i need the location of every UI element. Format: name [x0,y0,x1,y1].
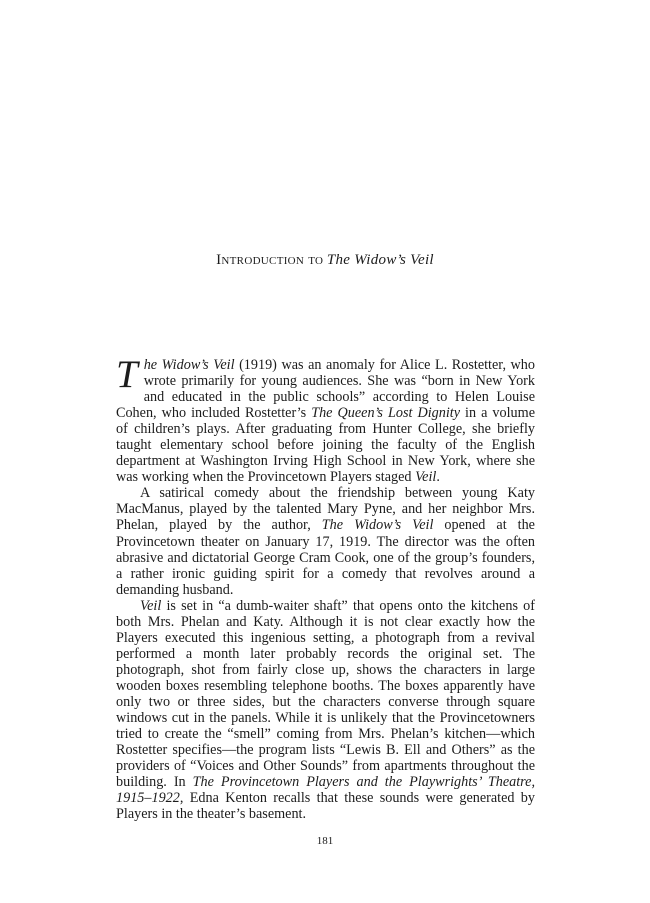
play-title: The Widow’s Veil [321,517,434,534]
chapter-title-work: The Widow’s Veil [326,252,434,268]
play-title: The Queen’s Lost Dignity [311,405,461,422]
play-title: Veil [140,597,162,614]
chapter-title-prefix: Introduction to [216,252,324,268]
paragraph-3: Veil is set in “a dumb-waiter shaft” that opens onto the kitchens of both Mrs. Phelan and Katy. Although it is not clear exactly how the Players executed this ingenious setting, a photograph from a revival performed a month later probably records the original set. The photograph, shot from fairly close up, shows the characters in large wooden boxes resembling telephone booths. The boxes apparently have only two or three sides, but the characters converse through square windows cut in the panels. While it is unlikely that the Provincetowners tried to create the “smell” coming from Mrs. Phelan’s kitchen—which Rostetter specifies—the program lists “Lewis B. Ell and Others” as the providers of “Voices and Other Sounds” from apartments throughout the building. In The Provincetown Players and the Playwrights’ Theatre, 1915–1922, Edna Kenton recalls that these sounds were generated by Players in the theater’s basement. [116,597,535,823]
page-number: 181 [316,835,334,847]
play-title: he Widow’s Veil [143,357,235,373]
paragraph-2: A satirical comedy about the friendship between young Katy MacManus, played by the talented Mary Pyne, and her neighbor Mrs. Phelan, played by the author, The Widow’s Veil opened at the Provincetown theater on January 17, 1919. The director was the often abrasive and dictatorial George Cram Cook, one of the group’s founders, a rather ironic guiding spirit for a comedy that revolves around a demanding husband. [116,485,535,598]
paragraph-1: The Widow’s Veil (1919) was an anomaly for Alice L. Rostetter, who wrote primarily for young audiences. She was “born in New York and educated in the public schools” according to Helen Louise Cohen, who included Rostetter’s The Queen’s Lost Dignity in a volume of children’s plays. After graduating from Hunter College, she briefly taught elementary school before joining the faculty of the English department at Washington Irving High School in New York, where she was working when the Provincetown Players staged Veil. [116,353,535,486]
chapter-title [0,252,650,269]
book-title: The Provincetown Players and the Playwrights’ Theatre, 1915–1922 [116,774,535,807]
play-title: Veil [415,469,437,486]
drop-cap: T [116,353,138,396]
body-text [116,353,535,823]
